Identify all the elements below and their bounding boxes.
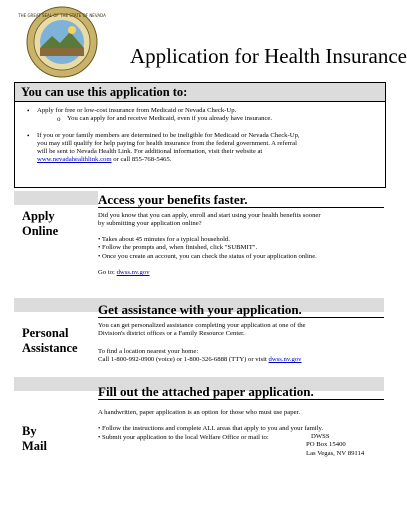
assist-rule <box>98 317 384 318</box>
assist-text: You can get personalized assistance completing your application at one of the Division's district offices or a Family Resource Center. To find a location nearest your home: Call 1-800-992-0900 (voice) or 1-800-326-6888 (TTY) or visit dwss.nv.gov <box>98 322 306 364</box>
page-title: Application for Health Insurance <box>130 44 407 68</box>
online-dwss-link[interactable]: dwss.nv.gov <box>116 269 150 277</box>
assist-dwss-link[interactable]: dwss.nv.gov <box>268 356 302 364</box>
online-side-label: Apply Online <box>22 209 59 238</box>
assist-side-label: Personal Assistance <box>22 326 78 355</box>
intro-bullet-2: • If you or your family members are determined to be ineligible for Medicaid or Nevada Check-Up, you may still qualify for help paying for health insurance from the federal government. A referral will be sent to Nevada Health Link. For additional information, visit their website at www.nevadahealthlink.com or call 855-768-5465. <box>27 132 300 164</box>
online-band <box>14 191 98 205</box>
assist-heading: Get assistance with your application. <box>98 302 302 317</box>
mail-text: A handwritten, paper application is an option for those who must use paper. • Follow the instructions and complete ALL areas that apply to you and your family. • Submit your application to the local Welfare Office or mail to: <box>98 409 324 441</box>
mail-address: DWSS PO Box 15400 Las Vegas, NV 89114 <box>306 433 365 457</box>
online-rule <box>98 207 384 208</box>
nevada-health-link[interactable]: www.nevadahealthlink.com <box>37 156 112 164</box>
mail-rule <box>98 399 384 400</box>
online-text: Did you know that you can apply, enroll and start using your health benefits sooner by submitting your application online? • Takes about 45 minutes for a typical household. • Follow the prompts and, when finished, click "SUBMIT". • Once you create an account, you can check the status of your application online. Go to: dwss.nv.gov <box>98 212 321 277</box>
intro-box <box>14 82 386 188</box>
svg-text:THE GREAT SEAL OF THE STATE OF: THE GREAT SEAL OF THE STATE OF NEVADA <box>18 13 106 18</box>
mail-heading: Fill out the attached paper application. <box>98 384 314 399</box>
online-heading: Access your benefits faster. <box>98 192 248 207</box>
intro-heading: You can use this application to: <box>15 83 385 102</box>
mail-side-label: By Mail <box>22 424 47 453</box>
intro-bullet-1-sub: o You can apply for and receive Medicaid, even if you already have insurance. <box>57 115 273 123</box>
nevada-state-seal-icon <box>18 6 106 78</box>
intro-bullet-1: • Apply for free or low-cost insurance from Medicaid or Nevada Check-Up. <box>27 107 237 115</box>
